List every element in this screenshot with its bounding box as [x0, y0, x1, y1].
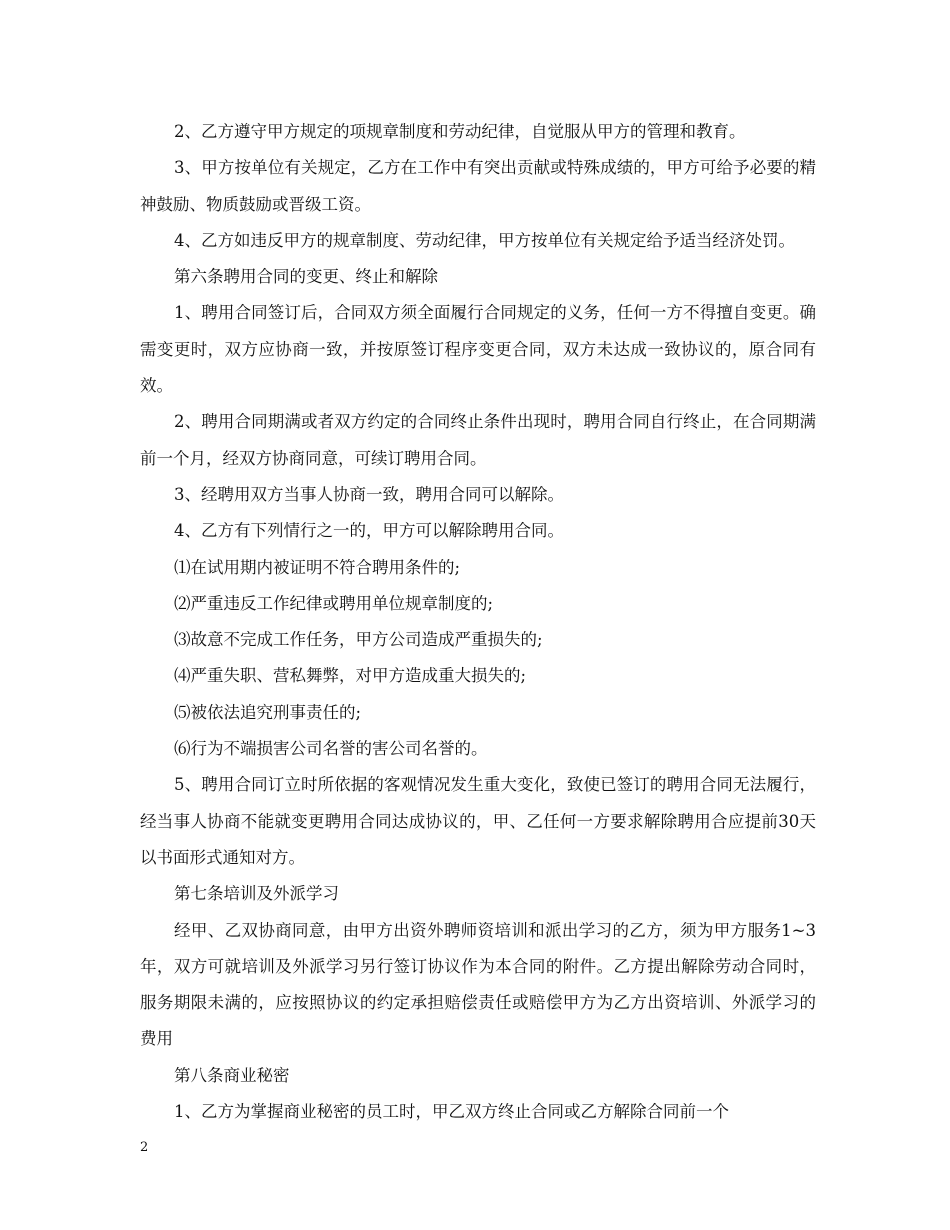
paragraph: 4、乙方如违反甲方的规章制度、劳动纪律，甲方按单位有关规定给予适当经济处罚。: [174, 230, 795, 250]
paragraph: 经甲、乙双协商同意，由甲方出资外聘师资培训和派出学习的乙方，须为甲方服务1~3年，双方可就培训及外派学习另行签订协议作为本合同的附件。乙方提出解除劳动合同时，服务期限未满的，应按照协议的约定承担赔偿责任或赔偿甲方为乙方出资培训、外派学习的费用: [140, 920, 816, 1049]
paragraph: 4、乙方有下列情行之一的，甲方可以解除聘用合同。: [174, 521, 564, 541]
section-heading: 第六条聘用合同的变更、终止和解除: [174, 267, 438, 287]
paragraph: 1、乙方为掌握商业秘密的员工时，甲乙双方终止合同或乙方解除合同前一个: [174, 1102, 729, 1122]
list-item: ⑷严重失职、营私舞弊，对甲方造成重大损失的;: [174, 666, 527, 686]
list-item: ⑶故意不完成工作任务，甲方公司造成严重损失的;: [174, 630, 543, 650]
list-item: ⑴在试用期内被证明不符合聘用条件的;: [174, 557, 461, 577]
section-heading: 第八条商业秘密: [174, 1065, 290, 1085]
section-heading: 第七条培训及外派学习: [174, 884, 339, 904]
paragraph: 3、甲方按单位有关规定，乙方在工作中有突出贡献或特殊成绩的，甲方可给予必要的精神鼓励、物质鼓励或晋级工资。: [140, 158, 816, 214]
list-item: ⑹行为不端损害公司名誉的害公司名誉的。: [174, 739, 488, 759]
paragraph: 1、聘用合同签订后，合同双方须全面履行合同规定的义务，任何一方不得擅自变更。确需变更时，双方应协商一致，并按原签订程序变更合同，双方未达成一致协议的，原合同有效。: [140, 303, 816, 396]
list-item: ⑵严重违反工作纪律或聘用单位规章制度的;: [174, 593, 494, 613]
paragraph: 2、乙方遵守甲方规定的项规章制度和劳动纪律，自觉服从甲方的管理和教育。: [174, 122, 746, 141]
page-number: 2: [140, 1140, 149, 1155]
document-body: [140, 114, 816, 1130]
paragraph: 5、聘用合同订立时所依据的客观情况发生重大变化，致使已签订的聘用合同无法履行，经当事人协商不能就变更聘用合同达成协议的，甲、乙任何一方要求解除聘用合应提前30天以书面形式通知对方。: [140, 775, 816, 867]
paragraph: 2、聘用合同期满或者双方约定的合同终止条件出现时，聘用合同自行终止，在合同期满前一个月，经双方协商同意，可续订聘用合同。: [140, 412, 816, 468]
list-item: ⑸被依法追究刑事责任的;: [174, 702, 362, 722]
paragraph: 3、经聘用双方当事人协商一致，聘用合同可以解除。: [174, 484, 564, 504]
